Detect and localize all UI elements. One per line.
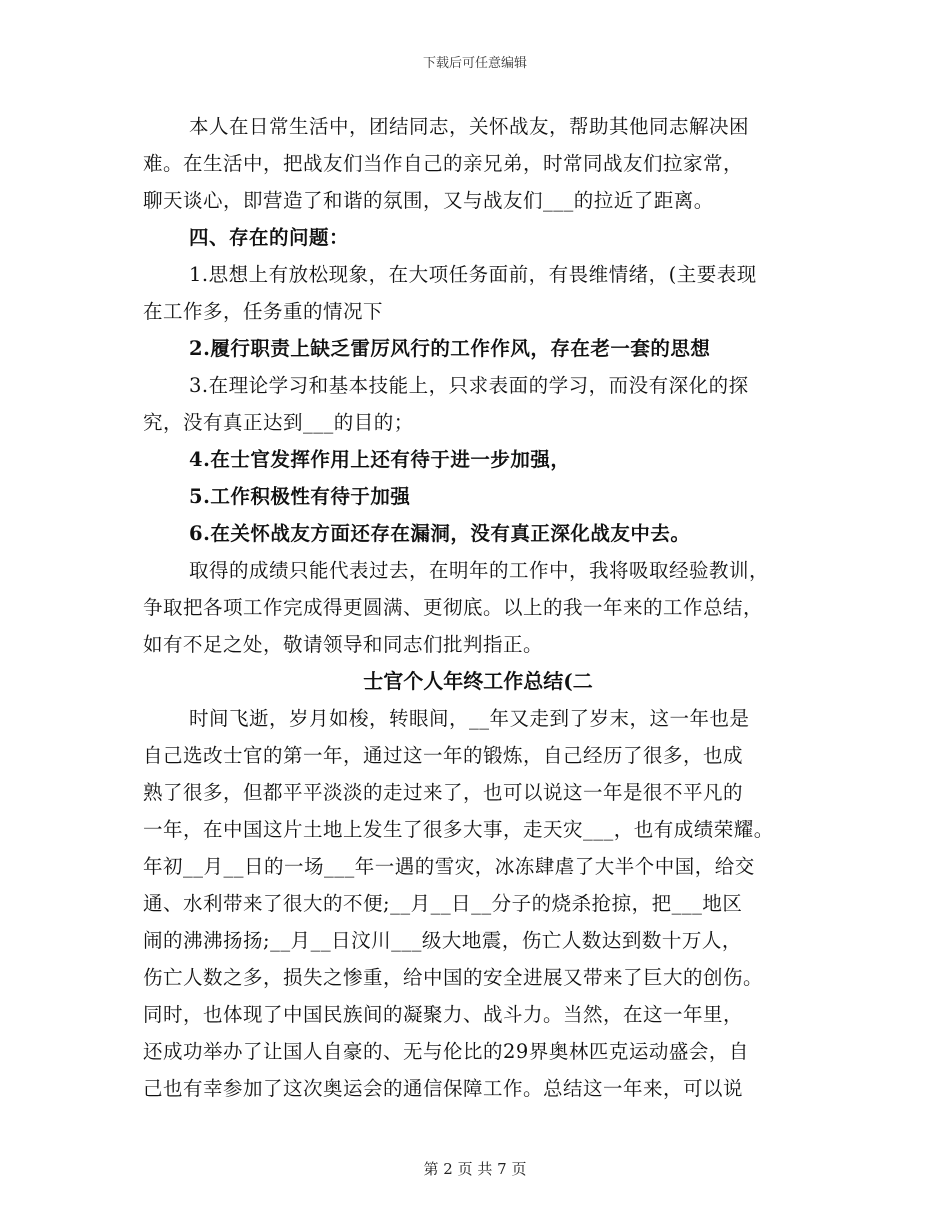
text-line: 还成功举办了让国人自豪的、无与伦比的29界奥林匹克运动盛会，自 <box>143 1040 749 1063</box>
text-line: 聊天谈心，即营造了和谐的氛围，又与战友们___的拉近了距离。 <box>143 189 714 212</box>
text-line: 如有不足之处，敬请领导和同志们批判指正。 <box>143 633 544 656</box>
text-line: 难。在生活中，把战友们当作自己的亲兄弟，时常同战友们拉家常， <box>143 152 744 175</box>
text-line: 一年，在中国这片土地上发生了很多大事，走天灾___，也有成绩荣耀。 <box>143 818 774 841</box>
text-line: 究，没有真正达到___的目的； <box>143 411 414 434</box>
text-line: 时间飞逝，岁月如梭，转眼间，__年又走到了岁末，这一年也是 <box>189 707 750 730</box>
bold-text-line: 6.在关怀战友方面还存在漏洞，没有真正深化战友中去。 <box>189 522 691 545</box>
bold-text-line: 5.工作积极性有待于加强 <box>189 485 411 508</box>
text-line: 同时，也体现了中国民族间的凝聚力、战斗力。当然，在这一年里， <box>143 1003 744 1026</box>
bold-text-line: 四、存在的问题： <box>189 226 350 249</box>
text-line: 熟了很多，但都平平淡淡的走过来了，也可以说这一年是很不平凡的 <box>143 781 744 804</box>
section-title: 士官个人年终工作总结(二 <box>363 669 593 693</box>
bold-text-line: 2.履行职责上缺乏雷厉风行的工作作风，存在老一套的思想 <box>189 337 711 360</box>
page-footer-number: 第 2 页 共 7 页 <box>423 1160 527 1178</box>
document-body <box>143 108 813 1107</box>
text-line: 年初__月__日的一场___年一遇的雪灾，冰冻肆虐了大半个中国，给交 <box>143 855 755 878</box>
text-line: 伤亡人数之多，损失之惨重，给中国的安全进展又带来了巨大的创伤。 <box>143 966 764 989</box>
text-line: 在工作多，任务重的情况下 <box>143 300 384 323</box>
text-line: 1.思想上有放松现象，在大项任务面前，有畏维情绪，(主要表现 <box>189 263 757 286</box>
bold-text-line: 4.在士官发挥作用上还有待于进一步加强， <box>189 448 571 471</box>
text-line: 3.在理论学习和基本技能上，只求表面的学习，而没有深化的探 <box>189 374 749 397</box>
text-line: 通、水利带来了很大的不便;__月__日__分子的烧杀抢掠，把___地区 <box>143 892 743 915</box>
text-line: 己也有幸参加了这次奥运会的通信保障工作。总结这一年来，可以说 <box>143 1077 744 1100</box>
text-line: 自己选改士官的第一年，通过这一年的锻炼，自己经历了很多，也成 <box>143 744 744 767</box>
text-line: 争取把各项工作完成得更圆满、更彻底。以上的我一年来的工作总结， <box>143 596 764 619</box>
text-line: 取得的成绩只能代表过去，在明年的工作中，我将吸取经验教训， <box>189 559 770 582</box>
text-line: 本人在日常生活中，团结同志，关怀战友，帮助其他同志解决困 <box>189 115 750 138</box>
text-line: 闹的沸沸扬扬;__月__日汶川___级大地震，伤亡人数达到数十万人， <box>143 929 742 952</box>
page-header-note: 下载后可任意编辑 <box>422 56 527 71</box>
